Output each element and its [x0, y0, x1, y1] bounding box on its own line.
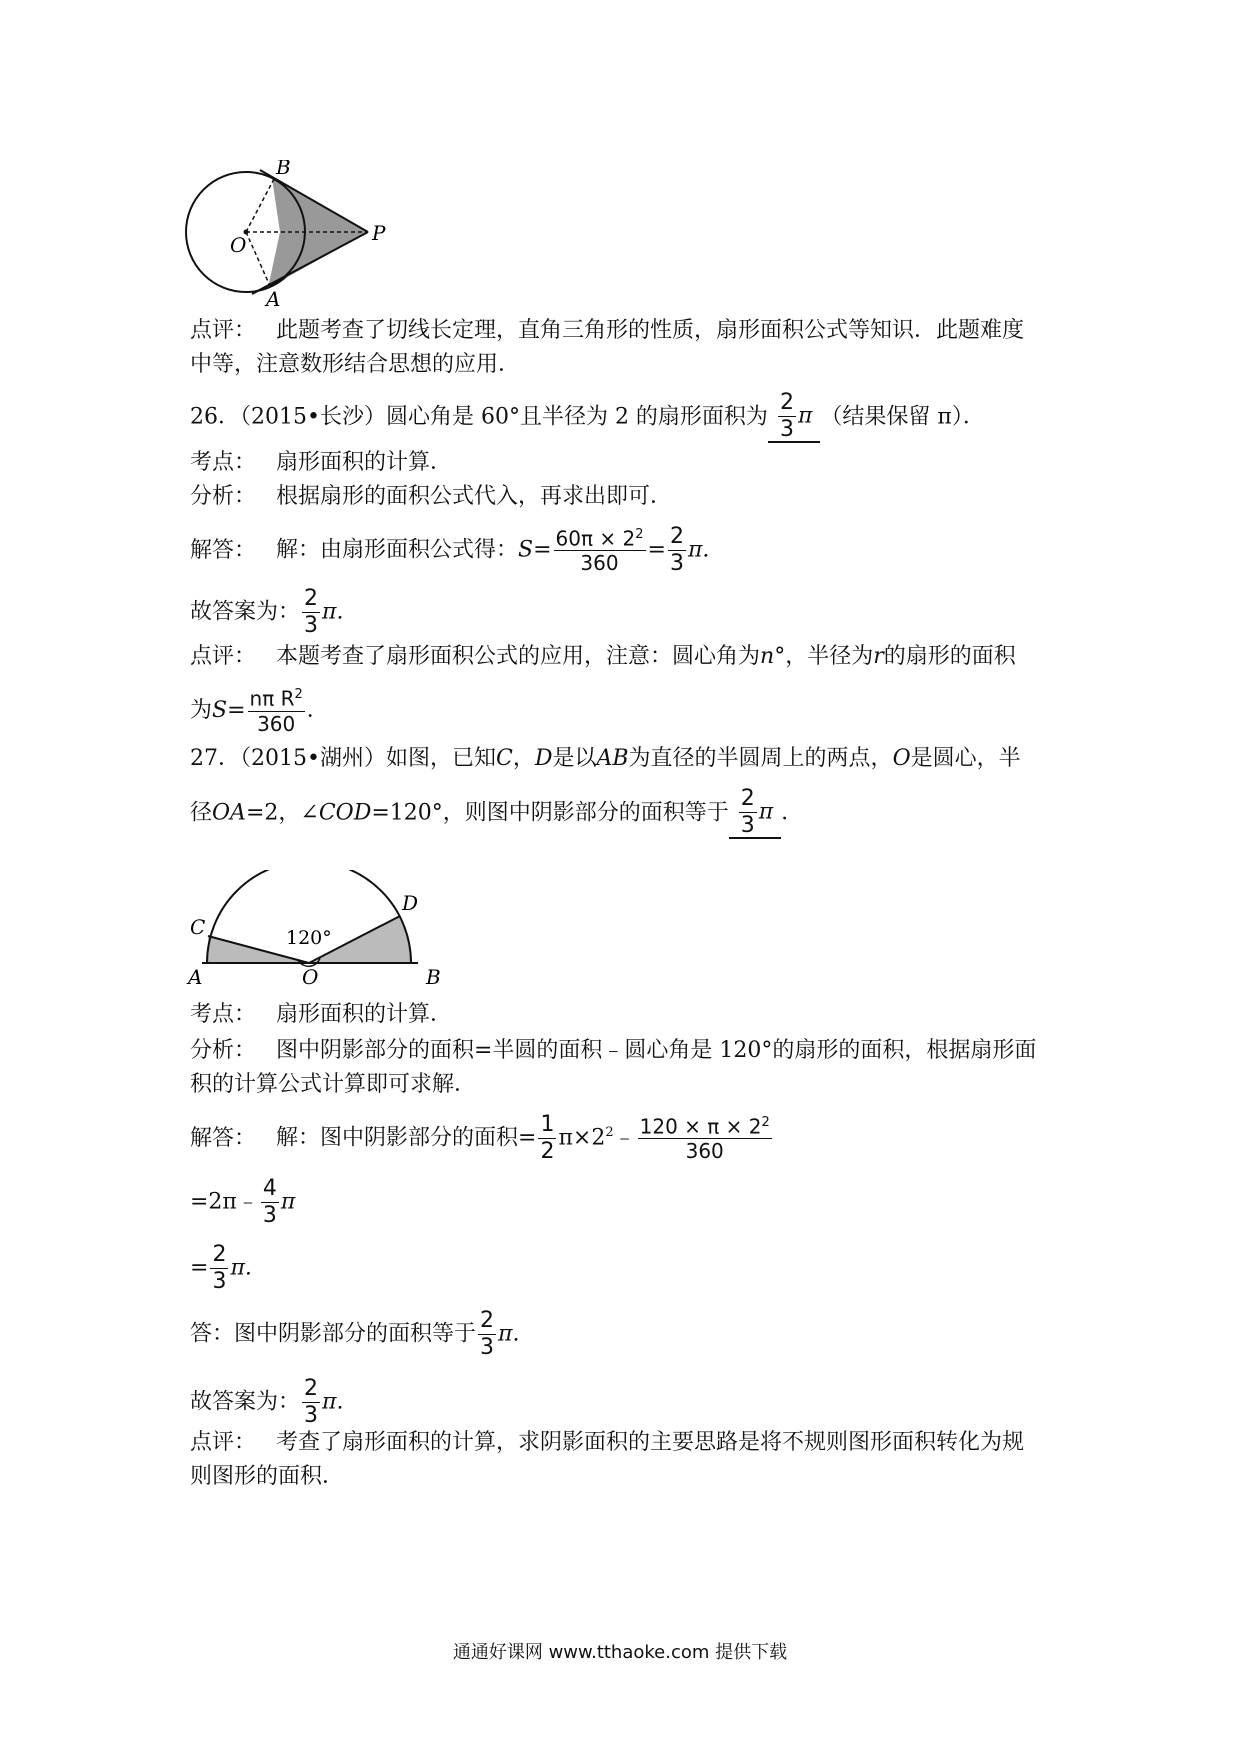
q26-comment-line1: 点评： 本题考查了扇形面积公式的应用，注意：圆心角为n°，半径为r的扇形的面积 [190, 644, 1016, 669]
label-o: O [230, 233, 247, 257]
q27-stem-line2: 径OA=2，∠COD=120°，则图中阴影部分的面积等于 $\frac{2}{3}$ π ． [190, 786, 804, 838]
tangent-circle-figure [180, 160, 400, 310]
q27-answer-blank: $\frac{2}{3}$ π [729, 788, 781, 839]
q26-solution: 解答： 解：由扇形面积公式得：S= $\frac{60\pi \times 2^2}{360}$ = $\frac{2}{3}$ π. [190, 524, 710, 576]
dashed-oa [246, 232, 270, 286]
q27-point: 考点： 扇形面积的计算． [190, 1002, 453, 1027]
label-b: B [276, 160, 291, 179]
q27-stem-line1: 27．（2015•湖州）如图，已知C，D是以AB为直径的半圆周上的两点，O是圆心，半 [190, 746, 1021, 771]
q27-solution: 解答： 解：图中阴影部分的面积= $\frac{1}{2}$ $\pi\times 2^2﹣$ $\frac{120 \times \pi \times 2^2}{360}$ [190, 1112, 770, 1164]
semicircle-figure [186, 870, 456, 990]
q27-comment-line2: 则图形的面积． [190, 1464, 345, 1489]
label-a: A [266, 287, 281, 310]
q27-analysis-line1: 分析： 图中阴影部分的面积=半圆的面积﹣圆心角是 120°的扇形的面积，根据扇形面 [190, 1038, 1037, 1063]
comment25-line2: 中等，注意数形结合思想的应用． [190, 352, 521, 377]
page-footer: 通通好课网 www.tthaoke.com 提供下载 [452, 1642, 788, 1663]
q27-step2: =2π﹣ $\frac{4}{3}$ π [190, 1176, 296, 1228]
comment25-line1: 点评： 此题考查了切线长定理，直角三角形的性质，扇形面积公式等知识．此题难度 [190, 318, 1025, 343]
q26-final: 故答案为： $\frac{2}{3}$ π. [190, 586, 344, 638]
q27-final: 故答案为： $\frac{2}{3}$ π. [190, 1376, 344, 1428]
q26-answer-blank: $\frac{2}{3}$ π [768, 392, 820, 443]
label-d: D [402, 891, 419, 915]
q26-comment-line2: 为S= $\frac{n\pi R^2}{360}$ ． [190, 686, 329, 736]
q26-stem: 26．（2015•长沙）圆心角是 60°且半径为 2 的扇形面积为 $\frac{2}{3}$ π （结果保留 π）． [190, 390, 985, 442]
q27-step3: = $\frac{2}{3}$ π. [190, 1242, 252, 1294]
label-p: P [372, 221, 386, 245]
q27-comment-line1: 点评： 考查了扇形面积的计算，求阴影面积的主要思路是将不规则图形面积转化为规 [190, 1430, 1025, 1455]
dashed-ob [246, 179, 274, 232]
q26-analysis: 分析： 根据扇形的面积公式代入，再求出即可． [190, 484, 673, 509]
q27-answer: 答：图中阴影部分的面积等于 $\frac{2}{3}$ π. [190, 1308, 520, 1360]
q27-analysis-line2: 积的计算公式计算即可求解． [190, 1072, 477, 1097]
label-c: C [190, 915, 206, 939]
q26-point: 考点： 扇形面积的计算． [190, 450, 453, 475]
label-b: B [426, 965, 441, 989]
label-angle: 120° [286, 927, 332, 949]
label-a: A [188, 965, 203, 989]
label-o: O [302, 965, 319, 989]
